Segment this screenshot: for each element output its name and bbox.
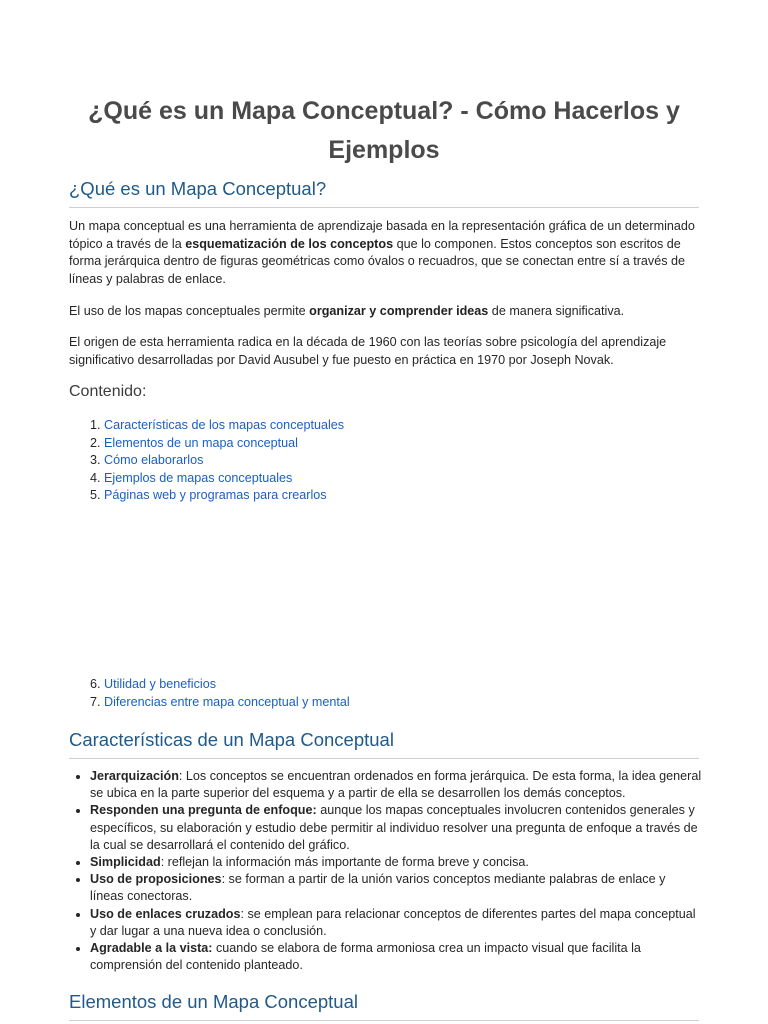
toc-link-elementos[interactable]: Elementos de un mapa conceptual <box>104 435 298 450</box>
list-item <box>90 871 702 905</box>
bullet-text: : se emplean para relacionar conceptos de diferentes partes del mapa conceptual y dar lugar a una nueva idea o conclusión. <box>90 906 696 938</box>
intro-text-1: Un mapa conceptual es una herramienta de aprendizaje basada en la representación gráfica de un determinado tópico a través de la <box>69 219 695 251</box>
list-item <box>90 802 702 854</box>
list-item <box>90 854 702 871</box>
toc-title: Contenido: <box>69 383 147 400</box>
origin-paragraph: El origen de esta herramienta radica en la década de 1960 con las teorías sobre psicología del aprendizaje significativo desarrolladas por David Ausubel y fue puesto en práctica en 1970 por Joseph Novak. <box>69 335 667 367</box>
section-heading-elementos: Elementos de un Mapa Conceptual <box>69 990 699 1021</box>
characteristics-list <box>69 768 702 974</box>
toc-item <box>104 435 344 453</box>
toc-item <box>104 452 344 470</box>
intro-paragraph <box>69 218 699 288</box>
toc-link-ejemplos[interactable]: Ejemplos de mapas conceptuales <box>104 470 293 485</box>
toc-list-b <box>69 676 350 711</box>
toc-link-como-elaborarlos[interactable]: Cómo elaborarlos <box>104 453 204 467</box>
bullet-term: Jerarquización <box>90 769 179 783</box>
usage-paragraph <box>69 303 699 321</box>
intro-text-2: que lo componen. Estos conceptos son escritos de forma jerárquica dentro de figuras geométricas como óvalos o recuadros, que se conectan entre sí a través de líneas y palabras de enlace. <box>69 236 686 286</box>
toc-link-utilidad[interactable]: Utilidad y beneficios <box>104 677 217 691</box>
bullet-term: Simplicidad <box>90 855 161 870</box>
usage-text-2: de manera significativa. <box>488 304 625 318</box>
bullet-term: Responden una pregunta de enfoque: <box>90 803 317 818</box>
toc-link-paginas-web[interactable]: Páginas web y programas para crearlos <box>104 488 327 502</box>
toc-item <box>104 694 350 712</box>
bullet-text: : se forman a partir de la unión varios conceptos mediante palabras de enlace y líneas conectoras. <box>90 872 666 904</box>
bullet-text: cuando se elabora de forma armoniosa crea un impacto visual que facilita la comprensión del contenido planteado. <box>90 941 641 973</box>
usage-bold-1: organizar y comprender ideas <box>309 304 489 318</box>
section-heading-que-es: ¿Qué es un Mapa Conceptual? <box>69 177 699 208</box>
bullet-text: : reflejan la información más importante de forma breve y concisa. <box>160 855 529 870</box>
usage-text-1: El uso de los mapas conceptuales permite <box>69 304 310 318</box>
list-item <box>90 940 702 974</box>
toc-item <box>104 417 344 435</box>
page-title: ¿Qué es un Mapa Conceptual? - Cómo Hacerlos y Ejemplos <box>88 97 680 164</box>
bullet-term: Uso de proposiciones <box>90 872 222 887</box>
toc-item <box>104 676 350 694</box>
intro-bold-1: esquematización de los conceptos <box>185 236 394 251</box>
list-item <box>90 906 702 940</box>
toc-link-caracteristicas[interactable]: Características de los mapas conceptuales <box>104 418 345 432</box>
bullet-text: aunque los mapas conceptuales involucren contenidos generales y específicos, su elaboración y estudio debe permitir al individuo resolver una pregunta de enfoque a través de la cual se desarrollará el contenido del gráfico. <box>90 803 698 852</box>
bullet-text: : Los conceptos se encuentran ordenados en forma jerárquica. De esta forma, la idea general se ubica en la parte superior del esquema y a partir de ella se desarrollen los demás conceptos. <box>90 769 702 801</box>
toc-item <box>104 487 344 505</box>
list-item <box>90 768 702 802</box>
bullet-term: Agradable a la vista: <box>90 941 213 956</box>
section-heading-caracteristicas: Características de un Mapa Conceptual <box>69 728 699 759</box>
bullet-term: Uso de enlaces cruzados <box>90 906 241 921</box>
toc-list-a <box>69 417 344 505</box>
toc-item <box>104 470 344 488</box>
toc-link-diferencias[interactable]: Diferencias entre mapa conceptual y mental <box>104 694 350 709</box>
